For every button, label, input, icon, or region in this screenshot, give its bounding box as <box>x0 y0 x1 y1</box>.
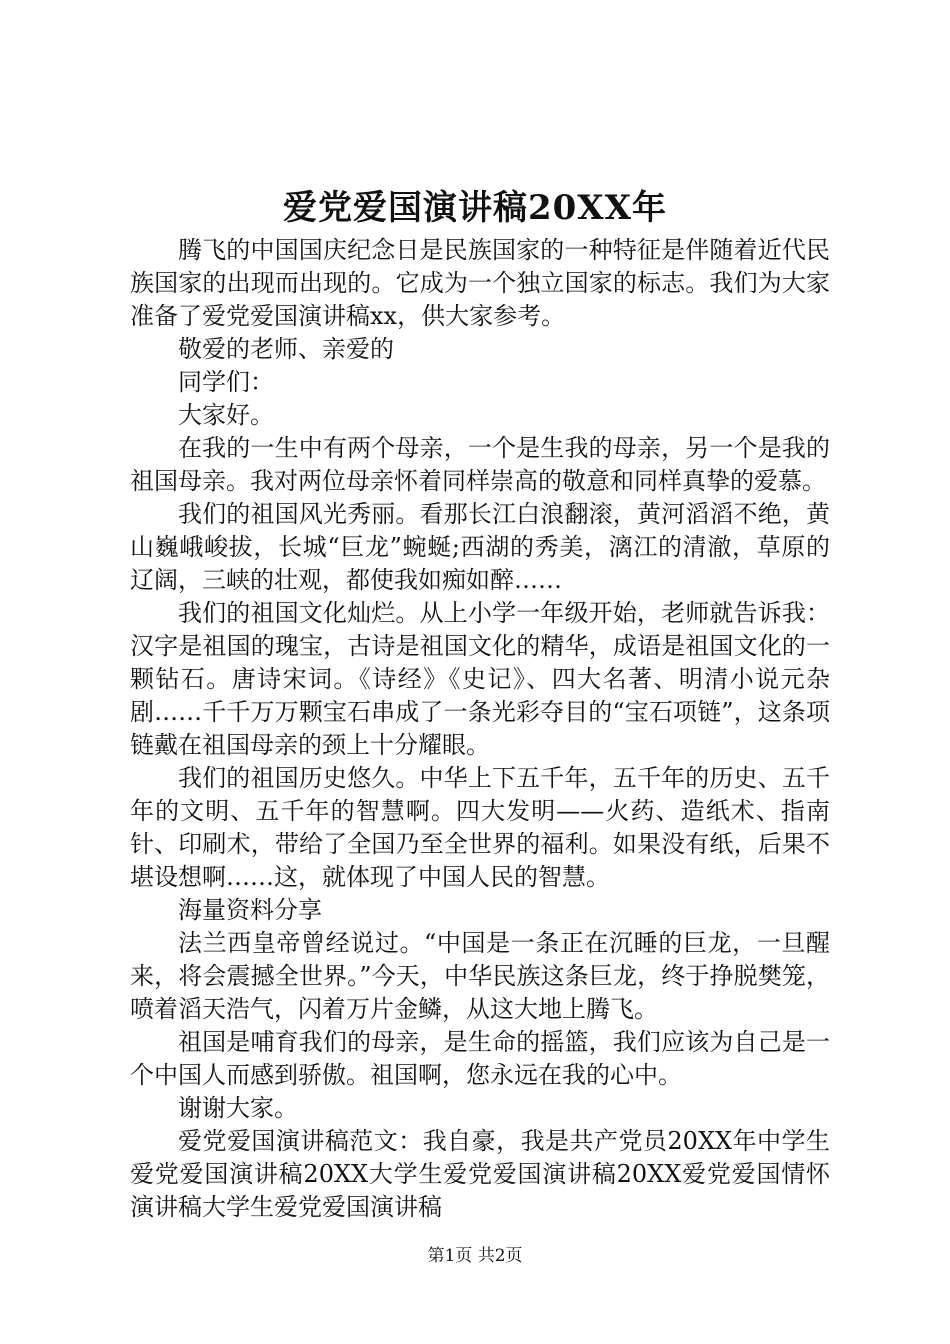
paragraph-share-note: 海量资料分享 <box>178 896 322 924</box>
document-title: 爱党爱国演讲稿20XX年 <box>282 188 668 228</box>
paragraph-dragon: 法兰西皇帝曾经说过。“中国是一条正在沉睡的巨龙，一旦醒来，将会震撼全世界。”今天，中华民族这条巨龙，终于挣脱樊笼，喷着滔天浩气，闪着万片金鳞，从这大地上腾飞。 <box>130 929 830 1023</box>
paragraph-intro: 腾飞的中国国庆纪念日是民族国家的一种特征是伴随着近代民族国家的出现而出现的。它成为一个独立国家的标志。我们为大家准备了爱党爱国演讲稿xx，供大家参考。 <box>130 236 830 330</box>
paragraph-salutation-cont: 同学们： <box>178 368 274 396</box>
paragraph-salutation: 敬爱的老师、亲爱的 <box>178 335 394 363</box>
paragraph-culture: 我们的祖国文化灿烂。从上小学一年级开始，老师就告诉我：汉字是祖国的瑰宝，古诗是祖国文化的精华，成语是祖国文化的一颗钻石。唐诗宋词。《诗经》《史记》、四大名著、明清小说元杂剧……千千万万颗宝石串成了一条光彩夺目的“宝石项链”，这条项链戴在祖国母亲的颈上十分耀眼。 <box>130 599 830 759</box>
paragraph-related: 爱党爱国演讲稿范文：我自豪，我是共产党员20XX年中学生爱党爱国演讲稿20XX大学生爱党爱国演讲稿20XX爱党爱国情怀演讲稿大学生爱党爱国演讲稿 <box>130 1127 830 1221</box>
paragraph-greeting: 大家好。 <box>178 401 274 429</box>
paragraph-history: 我们的祖国历史悠久。中华上下五千年，五千年的历史、五千年的文明、五千年的智慧啊。四大发明——火药、造纸术、指南针、印刷术，带给了全国乃至全世界的福利。如果没有纸，后果不堪设想啊……这，就体现了中国人民的智慧。 <box>130 764 830 891</box>
document-body <box>130 234 830 1224</box>
paragraph-motherland: 祖国是哺育我们的母亲，是生命的摇篮，我们应该为自己是一个中国人而感到骄傲。祖国啊，您永远在我的心中。 <box>130 1028 830 1089</box>
page-footer: 第1页 共2页 <box>427 1246 523 1266</box>
paragraph-scenery: 我们的祖国风光秀丽。看那长江白浪翻滚，黄河滔滔不绝，黄山巍峨峻拔，长城“巨龙”蜿蜒;西湖的秀美，漓江的清澈，草原的辽阔，三峡的壮观，都使我如痴如醉…… <box>130 500 830 594</box>
paragraph-two-mothers: 在我的一生中有两个母亲，一个是生我的母亲，另一个是我的祖国母亲。我对两位母亲怀着同样崇高的敬意和同样真挚的爱慕。 <box>130 434 830 495</box>
paragraph-thanks: 谢谢大家。 <box>178 1094 298 1122</box>
